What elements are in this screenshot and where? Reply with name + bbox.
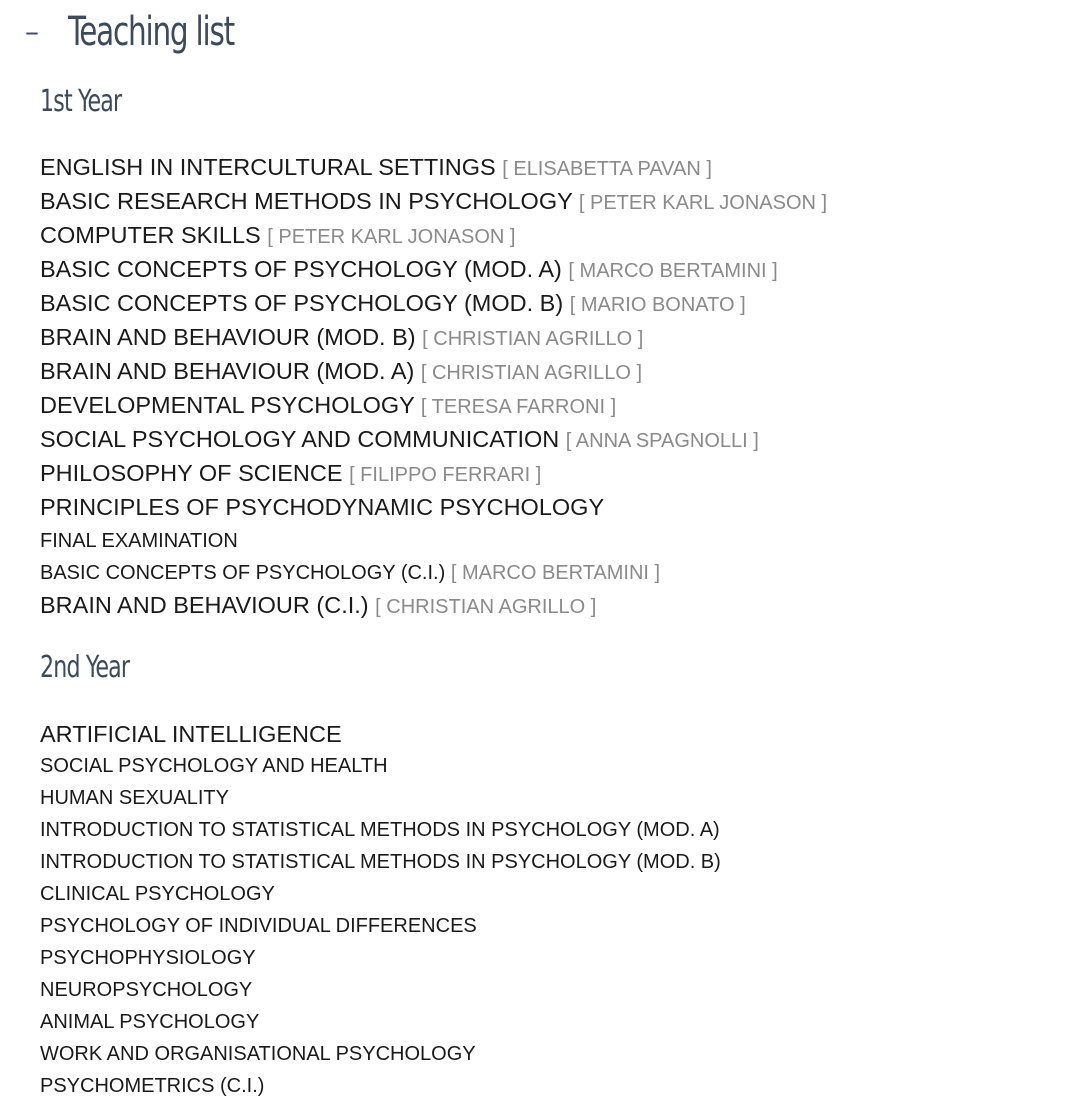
year-heading-2: 2nd Year xyxy=(40,650,130,685)
course-item[interactable] xyxy=(40,186,827,220)
course-teacher[interactable]: [ CHRISTIAN AGRILLO ] xyxy=(420,362,643,384)
course-item[interactable] xyxy=(40,879,721,911)
course-item[interactable] xyxy=(40,458,827,492)
course-teacher[interactable]: [ FILIPPO FERRARI ] xyxy=(349,464,542,486)
course-item[interactable] xyxy=(40,719,721,751)
course-title[interactable]: ANIMAL PSYCHOLOGY xyxy=(40,1011,260,1033)
course-title[interactable]: FINAL EXAMINATION xyxy=(40,530,238,552)
course-title[interactable]: BASIC CONCEPTS OF PSYCHOLOGY (C.I.) xyxy=(40,562,446,584)
course-teacher[interactable]: [ TERESA FARRONI ] xyxy=(420,396,617,418)
course-title[interactable]: ENGLISH IN INTERCULTURAL SETTINGS xyxy=(40,154,496,180)
course-teacher[interactable]: [ CHRISTIAN AGRILLO ] xyxy=(375,596,597,618)
course-teacher[interactable]: [ MARCO BERTAMINI ] xyxy=(450,562,661,584)
course-teacher[interactable]: [ MARCO BERTAMINI ] xyxy=(568,260,778,282)
course-teacher[interactable]: [ MARIO BONATO ] xyxy=(569,294,746,316)
course-item[interactable] xyxy=(40,390,827,424)
course-item[interactable] xyxy=(40,911,721,943)
course-teacher[interactable]: [ ELISABETTA PAVAN ] xyxy=(502,158,712,180)
course-item[interactable] xyxy=(40,815,721,847)
course-teacher[interactable]: [ PETER KARL JONASON ] xyxy=(578,192,828,214)
course-title[interactable]: WORK AND ORGANISATIONAL PSYCHOLOGY xyxy=(40,1043,476,1065)
collapse-toggle-icon[interactable]: – xyxy=(25,15,39,48)
course-list-year-2 xyxy=(40,719,721,1103)
course-title[interactable]: SOCIAL PSYCHOLOGY AND HEALTH xyxy=(40,755,388,777)
course-item[interactable] xyxy=(40,356,827,390)
course-title[interactable]: NEUROPSYCHOLOGY xyxy=(40,979,253,1001)
course-title[interactable]: BRAIN AND BEHAVIOUR (MOD. A) xyxy=(40,358,415,384)
course-item[interactable] xyxy=(40,1039,721,1071)
course-item[interactable] xyxy=(40,288,827,322)
course-title[interactable]: INTRODUCTION TO STATISTICAL METHODS IN PSYCHOLOGY (MOD. B) xyxy=(40,851,721,873)
course-item[interactable] xyxy=(40,751,721,783)
course-item[interactable] xyxy=(40,424,827,458)
course-title[interactable]: PSYCHOLOGY OF INDIVIDUAL DIFFERENCES xyxy=(40,915,477,937)
course-item[interactable] xyxy=(40,1071,721,1103)
course-title[interactable]: PRINCIPLES OF PSYCHODYNAMIC PSYCHOLOGY xyxy=(40,494,605,520)
section-header xyxy=(22,4,270,60)
course-item[interactable] xyxy=(40,492,827,526)
course-title[interactable]: PSYCHOPHYSIOLOGY xyxy=(40,947,256,969)
course-item[interactable] xyxy=(40,322,827,356)
course-item[interactable] xyxy=(40,254,827,288)
course-title[interactable]: BASIC RESEARCH METHODS IN PSYCHOLOGY xyxy=(40,188,573,214)
course-title[interactable]: HUMAN SEXUALITY xyxy=(40,787,229,809)
course-title[interactable]: ARTIFICIAL INTELLIGENCE xyxy=(40,721,342,747)
course-list-year-1 xyxy=(40,152,827,624)
course-title[interactable]: BRAIN AND BEHAVIOUR (C.I.) xyxy=(40,592,369,618)
course-title[interactable]: SOCIAL PSYCHOLOGY AND COMMUNICATION xyxy=(40,426,560,452)
course-title[interactable]: DEVELOPMENTAL PSYCHOLOGY xyxy=(40,392,415,418)
course-title[interactable]: INTRODUCTION TO STATISTICAL METHODS IN PSYCHOLOGY (MOD. A) xyxy=(40,819,720,841)
course-item[interactable] xyxy=(40,847,721,879)
course-title[interactable]: PSYCHOMETRICS (C.I.) xyxy=(40,1075,265,1097)
course-teacher[interactable]: [ ANNA SPAGNOLLI ] xyxy=(565,430,759,452)
course-item[interactable] xyxy=(40,783,721,815)
page-title: Teaching list xyxy=(68,9,234,55)
course-title[interactable]: BRAIN AND BEHAVIOUR (MOD. B) xyxy=(40,324,416,350)
course-item[interactable] xyxy=(40,526,827,558)
year-heading-1: 1st Year xyxy=(40,84,122,119)
course-item[interactable] xyxy=(40,152,827,186)
course-title[interactable]: BASIC CONCEPTS OF PSYCHOLOGY (MOD. B) xyxy=(40,290,564,316)
course-title[interactable]: CLINICAL PSYCHOLOGY xyxy=(40,883,275,905)
course-title[interactable]: COMPUTER SKILLS xyxy=(40,222,261,248)
course-item[interactable] xyxy=(40,943,721,975)
course-item[interactable] xyxy=(40,1007,721,1039)
course-teacher[interactable]: [ CHRISTIAN AGRILLO ] xyxy=(422,328,644,350)
course-teacher[interactable]: [ PETER KARL JONASON ] xyxy=(267,226,516,248)
course-item[interactable] xyxy=(40,975,721,1007)
course-title[interactable]: PHILOSOPHY OF SCIENCE xyxy=(40,460,343,486)
course-item[interactable] xyxy=(40,220,827,254)
course-item[interactable] xyxy=(40,590,827,624)
course-item[interactable] xyxy=(40,558,827,590)
course-title[interactable]: BASIC CONCEPTS OF PSYCHOLOGY (MOD. A) xyxy=(40,256,562,282)
